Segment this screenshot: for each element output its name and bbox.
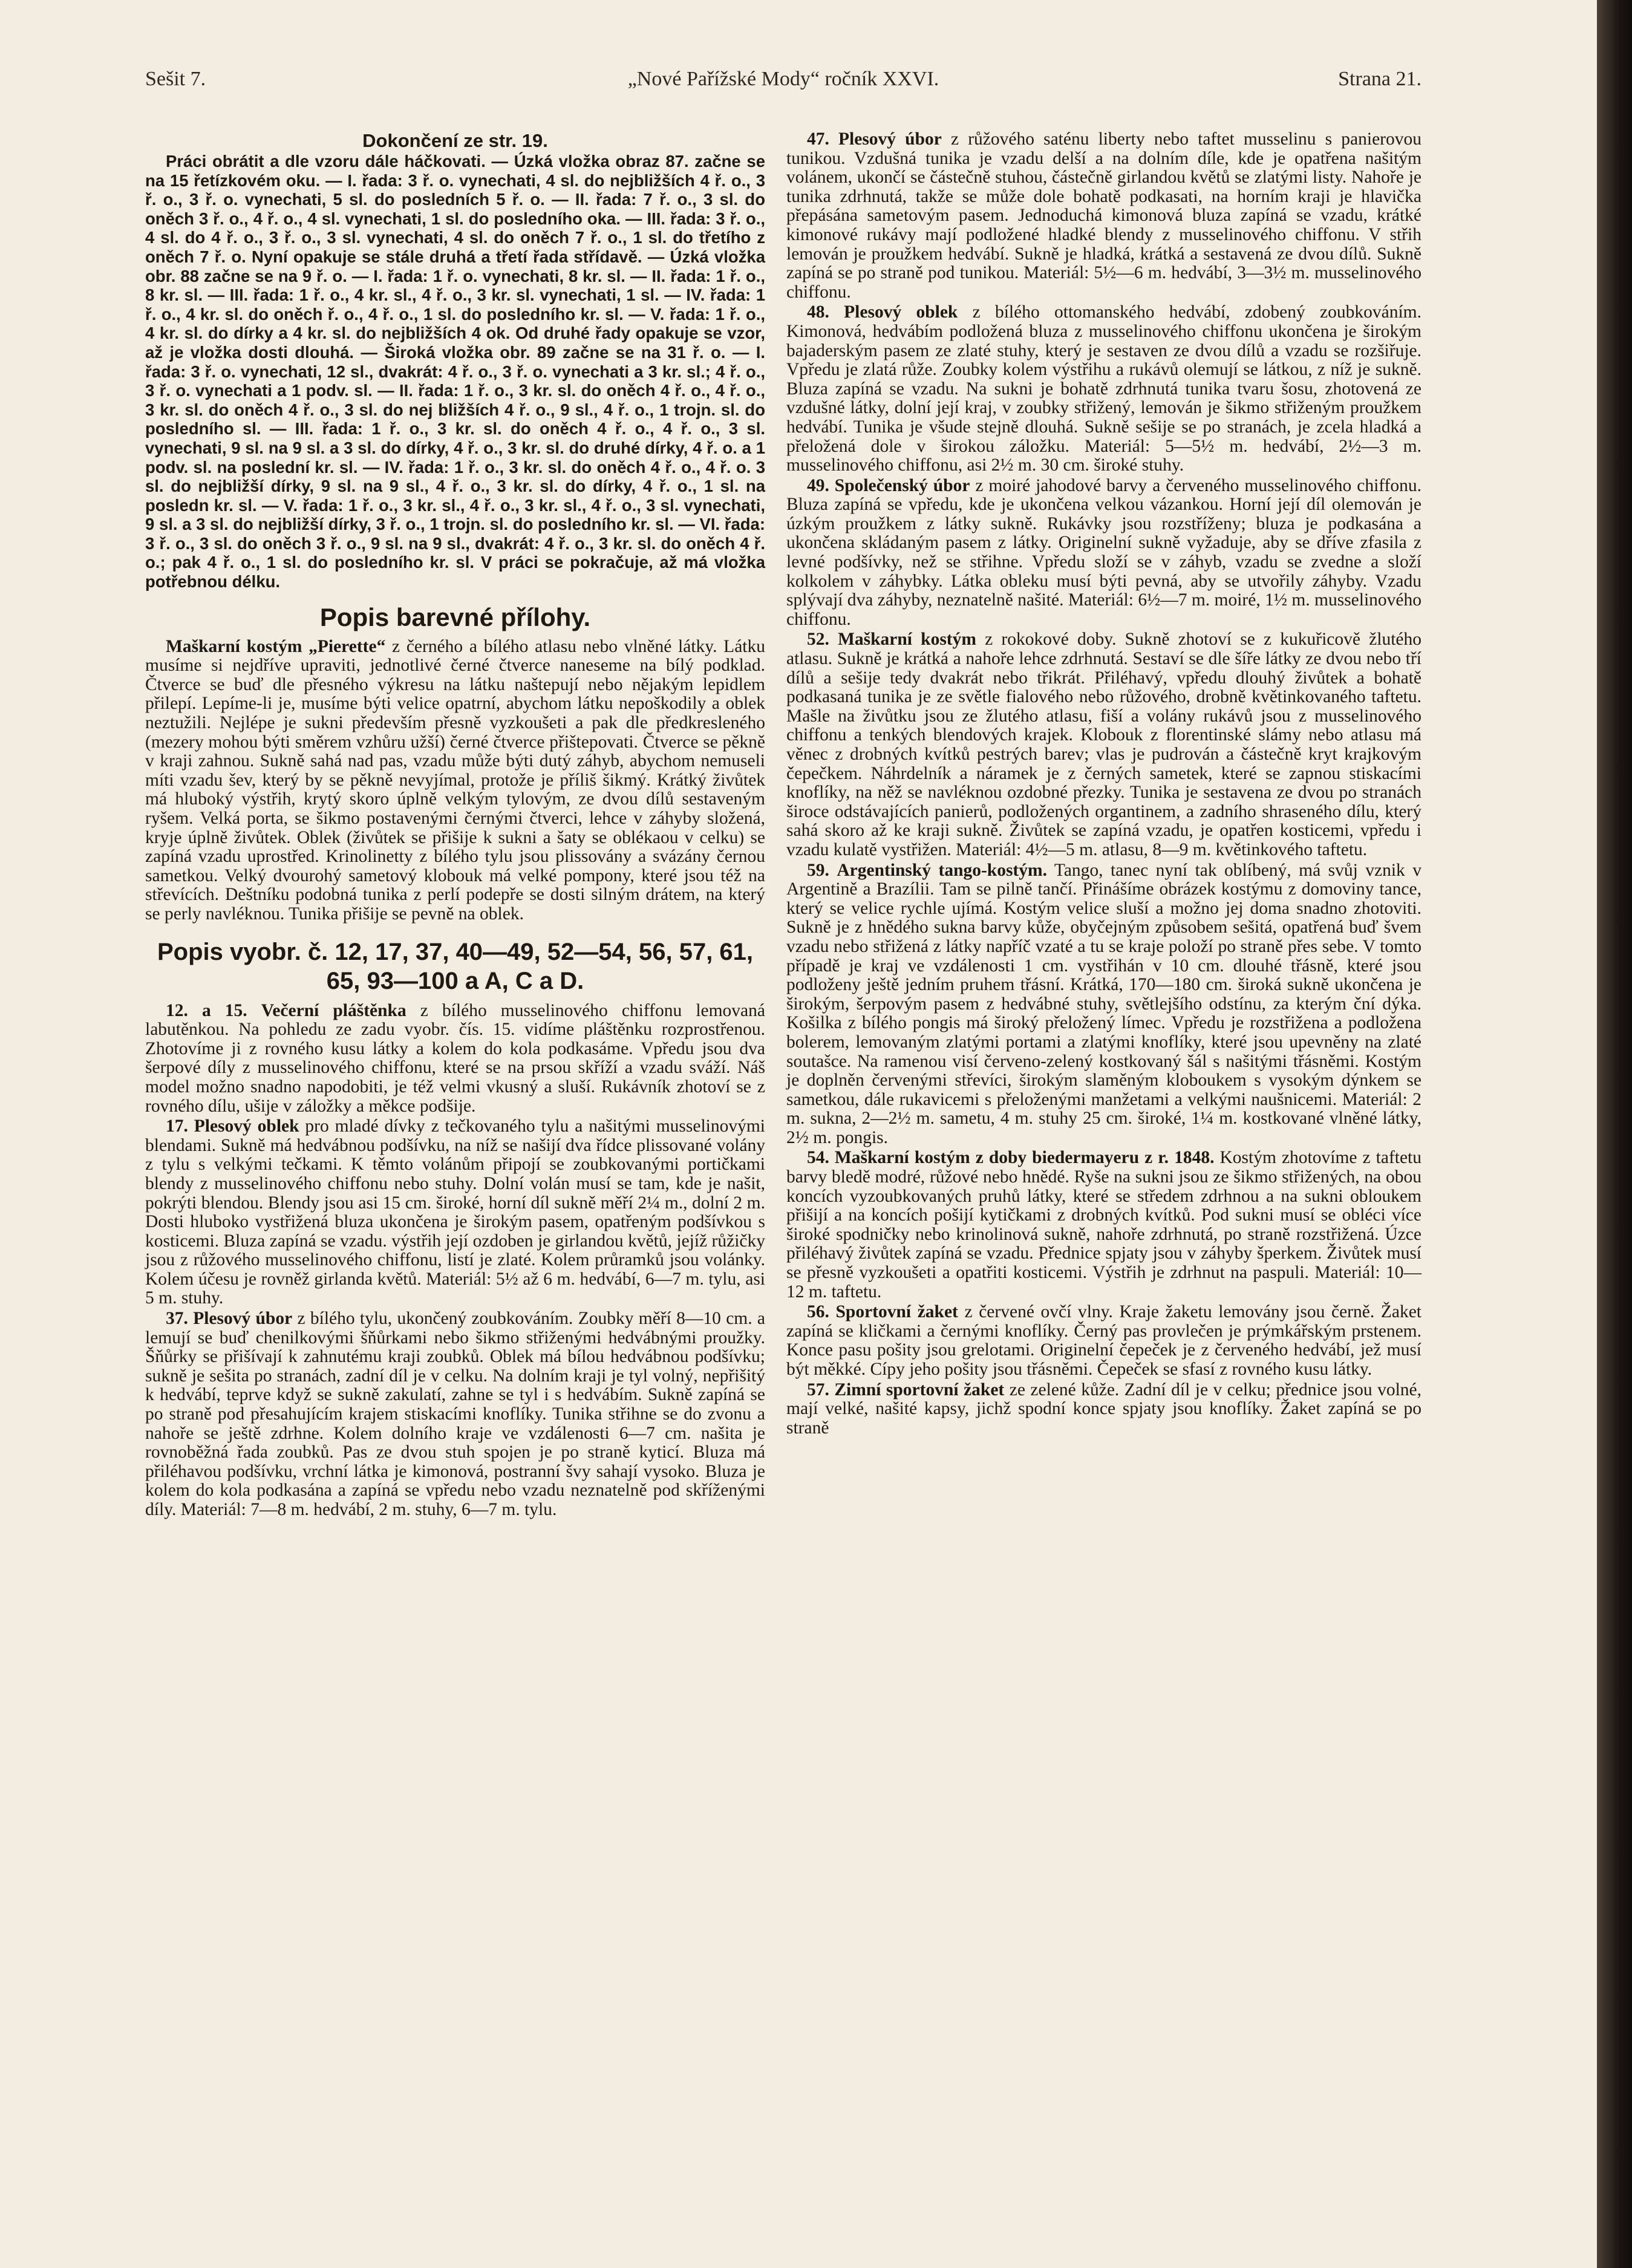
- item-57-paragraph: [786, 1381, 1421, 1438]
- item-56-number: 56.: [807, 1302, 829, 1322]
- item-47-paragraph: [786, 130, 1421, 302]
- item-59-text: Tango, tanec nyní tak oblíbený, má svůj vznik v Argentině a Brazílii. Tam se pilně tančí. Přinášíme obrázek kostýmu z domoviny tance, který se velice rychle ujímá. Kostým velice sluší a možno jej doma snadno zhotoviti. Sukně je z hnědého sukna barvy kůže, obyčejným způsobem sešitá, opatřená buď švem vzadu nebo střižená z látky napříč vzaté a tu se kraje položí po straně přes sebe. V tomto případě je kraj ve vzdálenosti 1 cm. vystřihán v 10 cm. dlouhé třásně, které jsou podloženy ještě jedním pruhem třásní. Krátká, 170—180 cm. široká sukně ukončena je širokým, šerpovým pasem z hedvábné stuhy, světlejšího odstínu, za kterým ční dýka. Košilka z bílého pongis má široký přeložený límec. Vpředu je rozstřižena a podložena bolerem, lemovaným zlatými portami a zlatými knoflíky, které jsou upevněny na zlaté soutašce. Na ramenou visí červeno-zelený kostkovaný šál s našitými třásněmi. Kostým je doplněn červenými střevíci, širokým slaměným kloboukem s vysokým dýnkem se sametkou, dále rukavicemi s přeloženými manžetami a velkými naušnicemi. Materiál: 2 m. sukna, 2—2½ m. sametu, 4 m. stuhy 25 cm. široké, 1¼ m. kostkované vlněné látky, 2½ m. pongis.: [786, 860, 1421, 1147]
- book-binding-edge: [1597, 0, 1632, 2268]
- item-49-number: 49.: [807, 475, 829, 495]
- item-47-lead: Plesový úbor: [838, 129, 942, 149]
- item-56-paragraph: [786, 1303, 1421, 1379]
- color-supplement-heading: Popis barevné přílohy.: [319, 602, 591, 631]
- item-54-number: 54.: [807, 1148, 829, 1168]
- pierette-text: z černého a bílého atlasu nebo vlněné látky. Látku musíme si nejdříve upraviti, jednotlivé černé čtverce naneseme na bílý podklad. Čtverce se buď dle přesného výkresu na látku naštepují nebo nějakým lepidlem přilepí. Lepíme-li je, musíme býti velice opatrní, abychom látku nepoškodily a oblek neztužili. Nejlépe je sukni především přesně vyzkoušeti a pak dle předkresleného (mezery mohou býti směrem vzhůru užší) černé čtverce přištepovati. Čtverce se pěkně v kraji zahnou. Sukně sahá nad pas, vzadu může býti dutý záhyb, abychom nemuseli míti vzadu šev, který by se pěkně nevyjímal, protože je příliš šikmý. Krátký živůtek má hluboký výstřih, krytý skoro úplně velkým tylovým, ze dvou dílů sestaveným ryšem. Velká porta, se šikmo postavenými černými čtverci, lehce v záhyby složená, kryje úplně živůtek. Oblek (živůtek se přišije k sukni a šaty se oblékaou v celku) se zapíná vzadu uprostřed. Krinolinetty z bílého tylu jsou plissovány a svázány černou sametkou. Velký dvourohý sametový klobouk má velké pompony, které jsou též na střevících. Deštníku podobná tunika z perlí podepře se dosti silným drátem, na který se perly navléknou. Tunika přišije se pevně na oblek.: [145, 636, 765, 924]
- item-57-number: 57.: [807, 1380, 829, 1400]
- item-48-lead: Plesový oblek: [844, 302, 958, 322]
- item-54-paragraph: [786, 1149, 1421, 1302]
- item-17-number: 17.: [166, 1116, 188, 1136]
- item-52-paragraph: [786, 630, 1421, 859]
- item-54-text: Kostým zhotovíme z taftetu barvy bledě modré, růžové nebo hnědé. Ryše na sukni jsou ze šikmo střižených, na obou koncích vyzoubkovaných pruhů látky, které se středem zdrhnou a na sukni obloukem přišijí a na koncích pošijí kytičkami z drobných kvítků. Pod sukni musí se obléci více široké spodničky nebo krinolinová sukně, nahoře zdrhnutá, po straně rozstřižená. Úzce přiléhavý živůtek zapíná se vzadu. Přednice spjaty jsou v záhyby šperkem. Živůtek musí se přesně vyzkoušeti a opatřiti kosticemi. Výstřih je zdrhnut na paspuli. Materiál: 10—12 m. taftetu.: [786, 1148, 1421, 1302]
- item-59-number: 59.: [807, 860, 829, 880]
- item-12-lead: Večerní pláštěnka: [261, 1000, 406, 1020]
- issue-label: Sešit 7.: [145, 68, 206, 90]
- item-47-text: z růžového saténu liberty nebo taftet musselinu s panierovou tunikou. Vzdušná tunika je vzadu delší a na dolním díle, kde je opatřena našitým volánem, ukončí se částečně stuhou, částečně girlandou květů se zlatými listy. Nahoře je tunika zdrhnutá, takže se může dole bohatě podkasati, na horním kraji je hlavička přepásána sametovým pasem. Jednoduchá kimonová bluza zapíná se vzadu, krátké kimonové rukávy mají podložené hladké blendy z musselinového chiffonu. V střih lemován je proužkem hedvábí. Sukně je hladká, krátká a sestavená ze dvou dílů. Sukně zapíná se po straně pod tunikou. Materiál: 5½—6 m. hedvábí, 3—3½ m. musselinového chiffonu.: [786, 129, 1422, 302]
- item-47-number: 47.: [807, 129, 829, 149]
- item-59-paragraph: [786, 861, 1421, 1148]
- illustrations-heading: Popis vyobr. č. 12, 17, 37, 40—49, 52—54, 56, 57, 61, 65, 93—100 a A, C a D.: [157, 938, 754, 994]
- left-column: [145, 130, 765, 1520]
- item-48-text: z bílého ottomanského hedvábí, zdobený zoubkováním. Kimonová, hedvábím podložená bluza z musselinového chiffonu ukončena je širokým bajaderským pasem ze zlaté stuhy, který je sestaven ze dvou dílů a vzadu se rozšiřuje. Vpředu je zlatá růže. Zoubky kolem výstřihu a rukávů olemují se látkou, z níž je sukně. Bluza zapíná se vzadu. Na sukni je bohatě zdrhnutá tunika tvaru šosu, zhotovená ze vzdušné látky, dolní její kraj, v zoubky střižený, lemován je šikmo střiženým proužkem hedvábí. Tunika je všude stejně dlouhá. Sukně sešije se po stranách, je zcela hladká a přeložená dole v širokou záložku. Materiál: 5—5½ m. hedvábí, 2½—3 m. musselinového chiffonu, asi 2½ m. 30 cm. široké stuhy.: [786, 302, 1421, 475]
- item-52-lead: Maškarní kostým: [838, 630, 976, 650]
- item-37-number: 37.: [166, 1309, 188, 1329]
- page-header: [145, 68, 1421, 104]
- item-37-text: z bílého tylu, ukončený zoubkováním. Zoubky měří 8—10 cm. a lemují se buď chenilkovými šňůrkami nebo šikmo střiženými hedvábnými proužky. Šňůrky se přišívají k zahnutému kraji zoubků. Oblek má bílou hedvábnou podšívku; sukně je sešita po stranách, zadní díl je v celku. Na dolním kraji je tyl volný, nepřišitý k hedvábí, teprve když se sukně zakulatí, zahne se tyl i s hedvábím. Sukně zapíná se po straně pod přesahujícím krajem stiskacími knoflíky. Tunika střihne se do zvonu a nahoře se ještě zdrhne. Kolem dolního kraje ve vzdálenosti 6—7 cm. našita je rovnoběžná řada zoubků. Pas ze dvou stuh spojen je po straně kyticí. Bluza má přiléhavou podšívku, vrchní látka je kimonová, postranní švy sahají vysoko. Bluza je kolem do kola podkasána a zapíná se vpředu nebo vzadu neznatelně pod skříženými díly. Materiál: 7—8 m. hedvábí, 2 m. stuhy, 6—7 m. tylu.: [145, 1309, 766, 1519]
- item-54-lead: Maškarní kostým z doby biedermayeru z r. 1848.: [834, 1148, 1215, 1168]
- right-column: [786, 130, 1421, 1438]
- item-52-number: 52.: [807, 630, 829, 650]
- item-49-paragraph: [786, 477, 1421, 630]
- item-12-text: z bílého musselinového chiffonu lemovaná labutěnkou. Na pohledu ze zadu vyobr. čís. 15. vidíme pláštěnku rozprostřenou. Zhotovíme ji z rovného kusu látky a kolem do kola podkasáme. Vpředu jsou dva šerpové díly z musselinového chiffonu, které se na prsou skříží a vzadu sváží. Náš model možno snadno napodobiti, je též velmi vkusný a sluší. Rukávník zhotoví se z rovného dílu, ušije v záložky a měkce podšije.: [145, 1000, 765, 1116]
- item-59-lead: Argentinský tango-kostým.: [837, 860, 1047, 880]
- item-12-paragraph: [145, 1002, 765, 1116]
- item-49-text: z moiré jahodové barvy a červeného musselinového chiffonu. Bluza zapíná se vpředu, kde je ukončena velkou vázankou. Horní její díl olemován je úzkým proužkem z látky sukně. Rukávky jsou rozstříženy; bluza je podkasána a ukončena skládaným pasem z látky. Originelní sukně vyžaduje, aby se dříve zfasila z levné podšívky, než se střihne. Vpředu složí se v záhyb, vzadu se zvedne a složí kolkolem v záhybky. Látka obleku musí býti pevná, aby se utvořily záhyby. Vzadu splývají dva záhyby, neznatelně našité. Materiál: 6½—7 m. moiré, 1½ m. musselinového chiffonu.: [786, 475, 1422, 629]
- item-37-paragraph: [145, 1309, 765, 1520]
- item-57-text: ze zelené kůže. Zadní díl je v celku; přednice jsou volné, mají velké, našité kapsy, jichž spodní konce spjaty jsou knoflíky. Žaket zapíná se po straně: [786, 1380, 1422, 1438]
- item-17-text: pro mladé dívky z tečkovaného tylu a našitými musselinovými blendami. Sukně má hedvábnou podšívku, na níž se našijí dva řídce plissované volány z tylu s velkými tečkami. K těmto volánům připojí se zoubkovanými portičkami blendy z musselinového chiffonu nebo stuhy. Dolní volán musí se tam, kde je našit, pokrýti blendou. Blendy jsou asi 15 cm. široké, horní díl sukně měří 2¼ m., dolní 2 m. Dosti hluboko vystřižená bluza ukončena je širokým pasem, opatřeným podšívkou s kosticemi. Bluza zapíná se vzadu. výstřih její ozdoben je girlandou květů, jejíž růžičky jsou z růžového musselinového chiffonu, listí je zlaté. Kolem průramků jsou volánky. Kolem účesu je rovněž girlanda květů. Materiál: 5½ až 6 m. hedvábí, 6—7 m. tylu, asi 5 m. stuhy.: [145, 1116, 765, 1308]
- item-17-paragraph: [145, 1117, 765, 1308]
- pierette-lead: Maškarní kostým „Pierette“: [166, 636, 386, 656]
- magazine-title: „Nové Pařížské Mody“ ročník XXVI.: [627, 68, 939, 90]
- item-48-number: 48.: [807, 302, 829, 322]
- item-37-lead: Plesový úbor: [193, 1309, 293, 1329]
- item-57-lead: Zimní sportovní žaket: [834, 1380, 1005, 1400]
- item-56-text: z červené ovčí vlny. Kraje žaketu lemovány jsou černě. Žaket zapíná se kličkami a černými knoflíky. Černý pas provlečen je prýmkářským prstenem. Konce pasu pošity jsou grelotami. Originelní čepeček je z červeného hedvábí, jež musí být měkké. Cípy jeho pošity jsou třásněmi. Čepeček se sfasí z rovného kusu látky.: [786, 1302, 1421, 1379]
- item-17-lead: Plesový oblek: [194, 1116, 299, 1136]
- item-52-text: z rokokové doby. Sukně zhotoví se z kukuřicově žlutého atlasu. Sukně je krátká a nahoře lehce zdrhnutá. Sestaví se dle šíře látky ze dvou nebo tří dílů a sešije tedy dvakrát nebo třikrát. Přiléhavý, vpředu dlouhý živůtek a bohatě podkasaná tunika je ze světle fialového nebo růžového, drobně květinkovaného taftetu. Mašle na živůtku jsou ze žlutého atlasu, fiší a volány rukávů jsou z musselinového chiffonu a tenkých blendových krajek. Klobouk z florentinské slámy nebo atlasu má věnec z drobných kvítků pestrých barev; vlas je pudrován a částečně kryt krajkovým čepečkem. Náhrdelník a náramek je z černých sametek, které se zapnou stiskacími knoflíky, na něž se navléknou ozdobné přezky. Tunika je sestavena ze dvou po stranách široce odstávajících panierů, podložených organtinem, a zadního shraseného dílu, který sahá skoro až ke kraji sukně. Živůtek se zapíná vzadu, je opatřen kosticemi, vpředu i vzadu kulatě vystřižen. Materiál: 4½—5 m. atlasu, 8—9 m. květinkového taftetu.: [786, 630, 1422, 859]
- page-number: Strana 21.: [1338, 68, 1421, 90]
- item-48-paragraph: [786, 303, 1421, 475]
- continued-title: Dokončení ze str. 19.: [362, 130, 548, 151]
- crochet-instructions: Práci obrátit a dle vzoru dále háčkovati. — Úzká vložka obraz 87. začne se na 15 řetízkovém oku. — I. řada: 3 ř. o. vynechati, 4 sl. do nejbližších 4 ř. o., 3 ř. o., 3 ř. o. vynechati, 5 sl. do posledních 5 ř. o. — II. řada: 7 ř. o., 3 sl. do oněch 3 ř. o., 4 ř. o., 4 sl. vynechati, 1 sl. do posledního oka. — III. řada: 3 ř. o., 4 sl. do 4 ř. o., 3 ř. o., 3 sl. vynechati, 4 sl. do oněch 7 ř. o., 1 sl. do třetího z oněch 7 ř. o. Nyní opakuje se stále druhá a třetí řada střídavě. — Úzká vložka obr. 88 začne se na 9 ř. o. — I. řada: 1 ř. o. vynechati, 8 kr. sl. — II. řada: 1 ř. o., 8 kr. sl. — III. řada: 1 ř. o., 4 kr. sl., 4 ř. o., 3 kr. sl. vynechati, 1 sl. — IV. řada: 1 ř. o., 4 kr. sl. do oněch ř. o., 4 ř. o., 1 sl. do posledního kr. sl. — V. řada: 1 ř. o., 4 kr. sl. do dírky a 4 kr. sl. do nejbližších 4 ok. Od druhé řady opakuje se vzor, až je vložka dosti dlouhá. — Široká vložka obr. 89 začne se na 31 ř. o. — I. řada: 3 ř. o. vynechati, 12 sl., dvakrát: 4 ř. o., 3 ř. o. vynechati a 3 kr. sl.; 4 ř. o., 3 ř. o. vynechati a 1 podv. sl. — II. řada: 1 ř. o., 3 kr. sl. do oněch 4 ř. o., 4 ř. o., 3 kr. sl. do oněch 4 ř. o., 3 sl. do nej bližších 4 ř. o., 9 sl., 4 ř. o., 1 trojn. sl. do posledního sl. — III. řada: 1 ř. o., 3 kr. sl. do oněch 4 ř. o., 4 ř. o., 3 sl. vynechati, 9 sl. na 9 sl. a 3 sl. do dírky, 4 ř. o., 3 kr. sl. do druhé dírky, 4 ř. o. a 1 podv. sl. na poslední kr. sl. — IV. řada: 1 ř. o., 3 kr. sl. do oněch 4 ř. o., 4 ř. o. 3 sl. do nejbližší dírky, 9 sl. na 9 sl., 4 ř. o., 3 kr. sl. do dírky, 4 ř. o., 1 sl. na posledn kr. sl. — V. řada: 1 ř. o., 3 kr. sl., 4 ř. o., 3 kr. sl., 4 ř. o., 3 sl. vynechati, 9 sl. a 3 sl. do nejbližší dírky, 3 ř. o., 1 trojn. sl. do posledního kr. sl. — VI. řada: 3 ř. o., 3 sl. do oněch 3 ř. o., 9 sl. na 9 sl., dvakrát: 4 ř. o., 3 kr. sl. do oněch 4 ř. o.; pak 4 ř. o., 1 sl. do posledního kr. sl. V práci se pokračuje, až má vložka potřebnou délku.: [145, 152, 765, 591]
- item-56-lead: Sportovní žaket: [835, 1302, 958, 1322]
- item-12-number: 12. a 15.: [166, 1000, 247, 1020]
- item-49-lead: Společenský úbor: [834, 475, 970, 495]
- pierette-paragraph: [145, 637, 765, 924]
